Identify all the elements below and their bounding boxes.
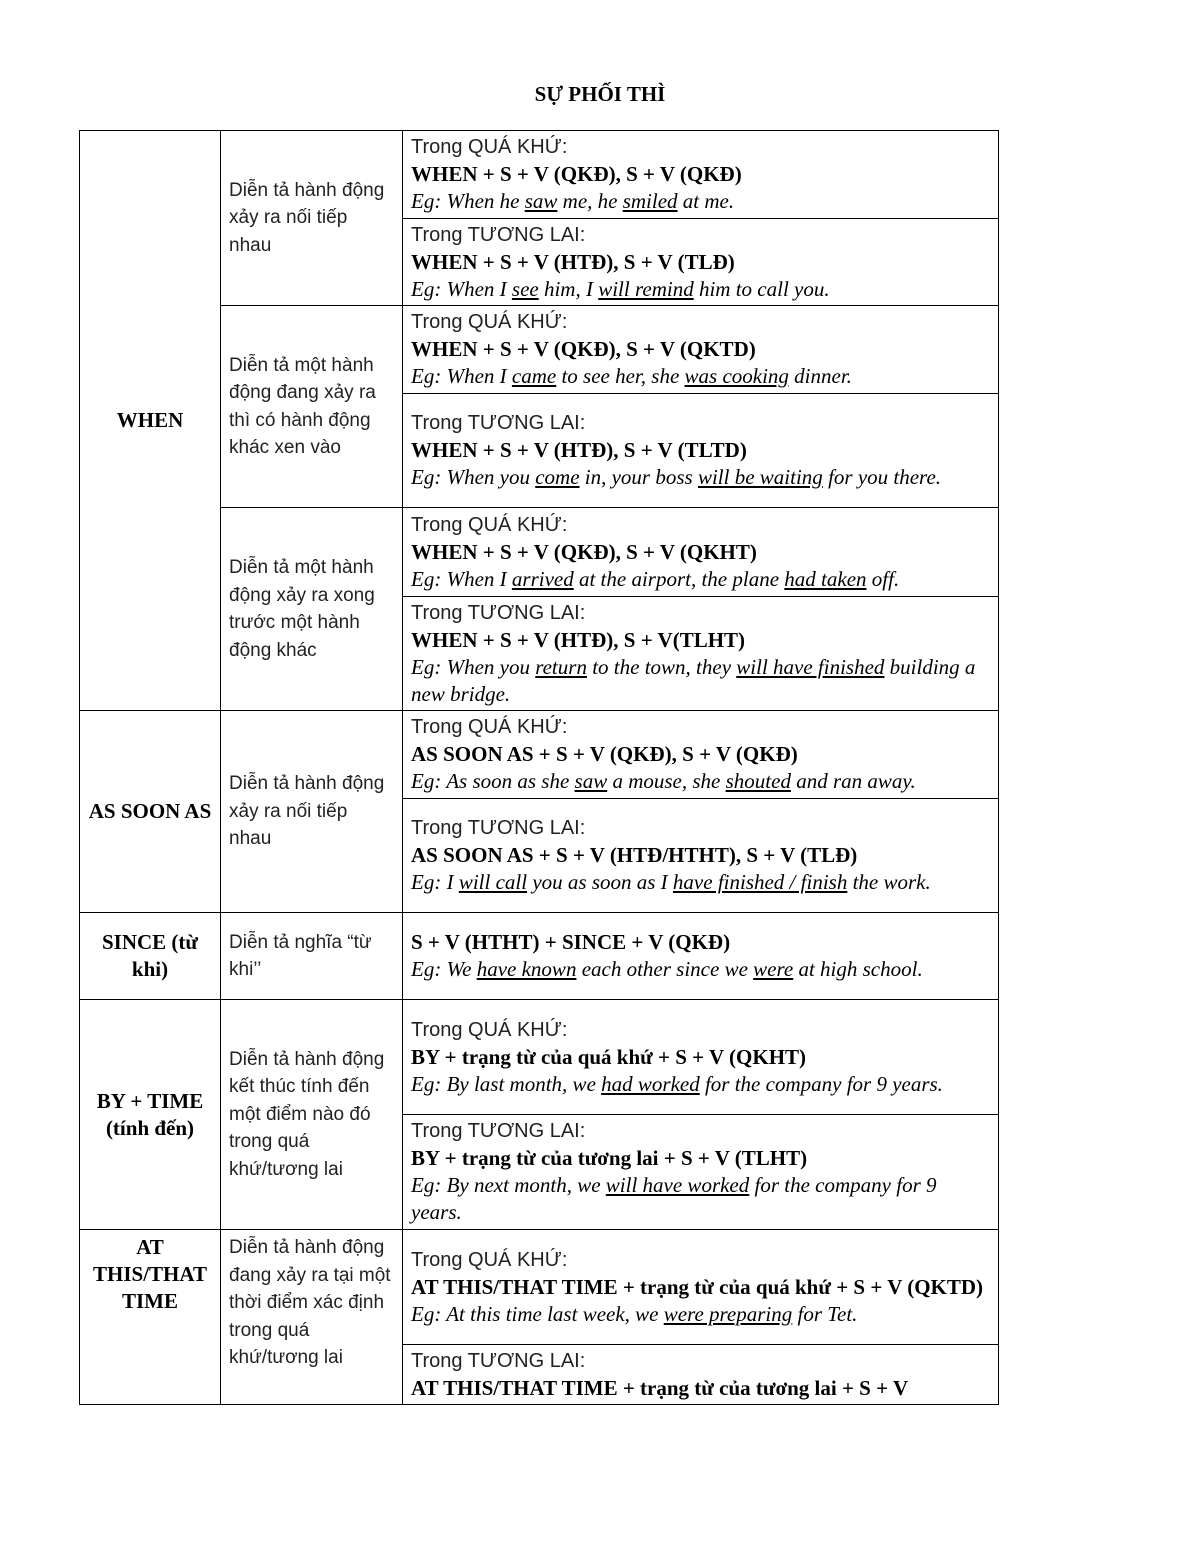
underlined-verb: saw: [574, 769, 608, 793]
underlined-verb: had worked: [601, 1071, 700, 1096]
example-cell: [403, 219, 999, 306]
keyword-cell: SINCE (từ khi): [80, 913, 221, 1000]
future-label: Trong TƯƠNG LAI:: [411, 817, 586, 839]
example-cell: [403, 394, 999, 508]
underlined-verb: come: [535, 465, 580, 489]
description-cell: Diễn tả một hành động đang xảy ra thì có hành động khác xen vào: [221, 306, 403, 508]
keyword-cell: AS SOON AS: [80, 711, 221, 913]
past-label: Trong QUÁ KHỨ:: [411, 716, 568, 738]
future-label: Trong TƯƠNG LAI:: [411, 223, 586, 246]
formula: BY + trạng từ của quá khứ + S + V (QKHT): [411, 1044, 807, 1069]
example-cell: [403, 1345, 999, 1405]
underlined-verb: were: [753, 957, 794, 981]
example-sentence: Eg: By last month, we had worked for the company for 9 years.: [411, 1071, 943, 1096]
underlined-verb: shouted: [725, 769, 791, 793]
formula: WHEN + S + V (QKĐ), S + V (QKĐ): [411, 162, 742, 186]
example-sentence: Eg: When I see him, I will remind him to call you.: [411, 276, 830, 301]
example-sentence: Eg: We have known each other since we were at high school.: [411, 957, 923, 981]
example-sentence: Eg: When I arrived at the airport, the plane had taken off.: [411, 566, 900, 591]
underlined-verb: have known: [476, 957, 577, 981]
underlined-verb: will remind: [598, 276, 694, 301]
description-cell: Diễn tả một hành động xảy ra xong trước một hành động khác: [221, 508, 403, 711]
example-sentence: Eg: I will call you as soon as I have finished / finish the work.: [411, 870, 931, 894]
example-cell: [403, 1000, 999, 1115]
tense-sequence-table: [79, 130, 999, 1405]
keyword-cell: AT THIS/THAT TIME: [80, 1230, 221, 1405]
table-row: [80, 131, 999, 219]
description-cell: Diễn tả hành động xảy ra nối tiếp nhau: [221, 131, 403, 306]
underlined-verb: smiled: [622, 189, 678, 213]
keyword-cell: WHEN: [80, 131, 221, 711]
example-sentence: Eg: When he saw me, he smiled at me.: [411, 189, 735, 213]
underlined-verb: came: [511, 364, 557, 388]
example-cell: [403, 597, 999, 711]
underlined-verb: will call: [458, 870, 528, 894]
underlined-verb: had taken: [784, 566, 867, 591]
example-cell: [403, 131, 999, 219]
underlined-verb: will have finished: [736, 654, 885, 679]
description-cell: Diễn tả hành động xảy ra nối tiếp nhau: [221, 711, 403, 913]
future-label: Trong TƯƠNG LAI:: [411, 1349, 586, 1372]
future-label: Trong TƯƠNG LAI:: [411, 1120, 586, 1142]
table-row: [80, 711, 999, 799]
future-label: Trong TƯƠNG LAI:: [411, 601, 586, 624]
example-cell: [403, 1115, 999, 1230]
past-label: Trong QUÁ KHỨ:: [411, 1018, 568, 1041]
future-label: Trong TƯƠNG LAI:: [411, 412, 586, 434]
example-cell: [403, 711, 999, 799]
underlined-verb: return: [535, 654, 587, 679]
example-cell: [403, 1230, 999, 1345]
formula: AT THIS/THAT TIME + trạng từ của quá khứ + S + V (QKTD): [411, 1274, 984, 1299]
underlined-verb: will be waiting: [697, 465, 823, 489]
page-title: SỰ PHỐI THÌ: [534, 82, 666, 106]
description-cell: Diễn tả hành động đang xảy ra tại một thời điểm xác định trong quá khứ/tương lai: [221, 1230, 403, 1405]
past-label: Trong QUÁ KHỨ:: [411, 311, 568, 333]
example-sentence: Eg: When I came to see her, she was cooking dinner.: [411, 364, 852, 388]
formula: AS SOON AS + S + V (HTĐ/HTHT), S + V (TLĐ): [411, 843, 858, 867]
formula: WHEN + S + V (QKĐ), S + V (QKHT): [411, 539, 757, 564]
description-cell: Diễn tả nghĩa “từ khi’’: [221, 913, 403, 1000]
keyword-cell: BY + TIME (tính đến): [80, 1000, 221, 1230]
past-label: Trong QUÁ KHỨ:: [411, 136, 568, 158]
formula: AT THIS/THAT TIME + trạng từ của tương lai + S + V: [411, 1375, 909, 1400]
formula: BY + trạng từ của tương lai + S + V (TLHT): [411, 1146, 808, 1170]
underlined-verb: was cooking: [684, 364, 789, 388]
table-row: [80, 913, 999, 1000]
description-cell: Diễn tả hành động kết thúc tính đến một điểm nào đó trong quá khứ/tương lai: [221, 1000, 403, 1230]
example-cell: [403, 913, 999, 1000]
example-sentence: Eg: When you come in, your boss will be waiting for you there.: [411, 465, 942, 489]
table-row: [80, 1230, 999, 1345]
example-cell: [403, 799, 999, 913]
formula: WHEN + S + V (QKĐ), S + V (QKTD): [411, 337, 756, 361]
underlined-verb: will have worked: [605, 1173, 750, 1197]
formula: WHEN + S + V (HTĐ), S + V (TLĐ): [411, 249, 735, 274]
underlined-verb: have finished / finish: [672, 870, 848, 894]
example-sentence: Eg: By next month, we will have worked for the company for 9 years.: [411, 1173, 937, 1224]
underlined-verb: were preparing: [663, 1301, 793, 1326]
past-label: Trong QUÁ KHỨ:: [411, 513, 568, 536]
formula: AS SOON AS + S + V (QKĐ), S + V (QKĐ): [411, 742, 798, 766]
underlined-verb: arrived: [511, 566, 574, 591]
underlined-verb: see: [511, 276, 539, 301]
example-sentence: Eg: When you return to the town, they will have finished building a new bridge.: [411, 654, 976, 706]
formula: WHEN + S + V (HTĐ), S + V(TLHT): [411, 627, 746, 652]
formula: S + V (HTHT) + SINCE + V (QKĐ): [411, 930, 731, 954]
formula: WHEN + S + V (HTĐ), S + V (TLTD): [411, 438, 747, 462]
example-sentence: Eg: As soon as she saw a mouse, she shouted and ran away.: [411, 769, 916, 793]
underlined-verb: saw: [524, 189, 558, 213]
table-row: [80, 1000, 999, 1115]
example-sentence: Eg: At this time last week, we were preparing for Tet.: [411, 1301, 858, 1326]
example-cell: [403, 508, 999, 597]
past-label: Trong QUÁ KHỨ:: [411, 1248, 568, 1271]
example-cell: [403, 306, 999, 394]
